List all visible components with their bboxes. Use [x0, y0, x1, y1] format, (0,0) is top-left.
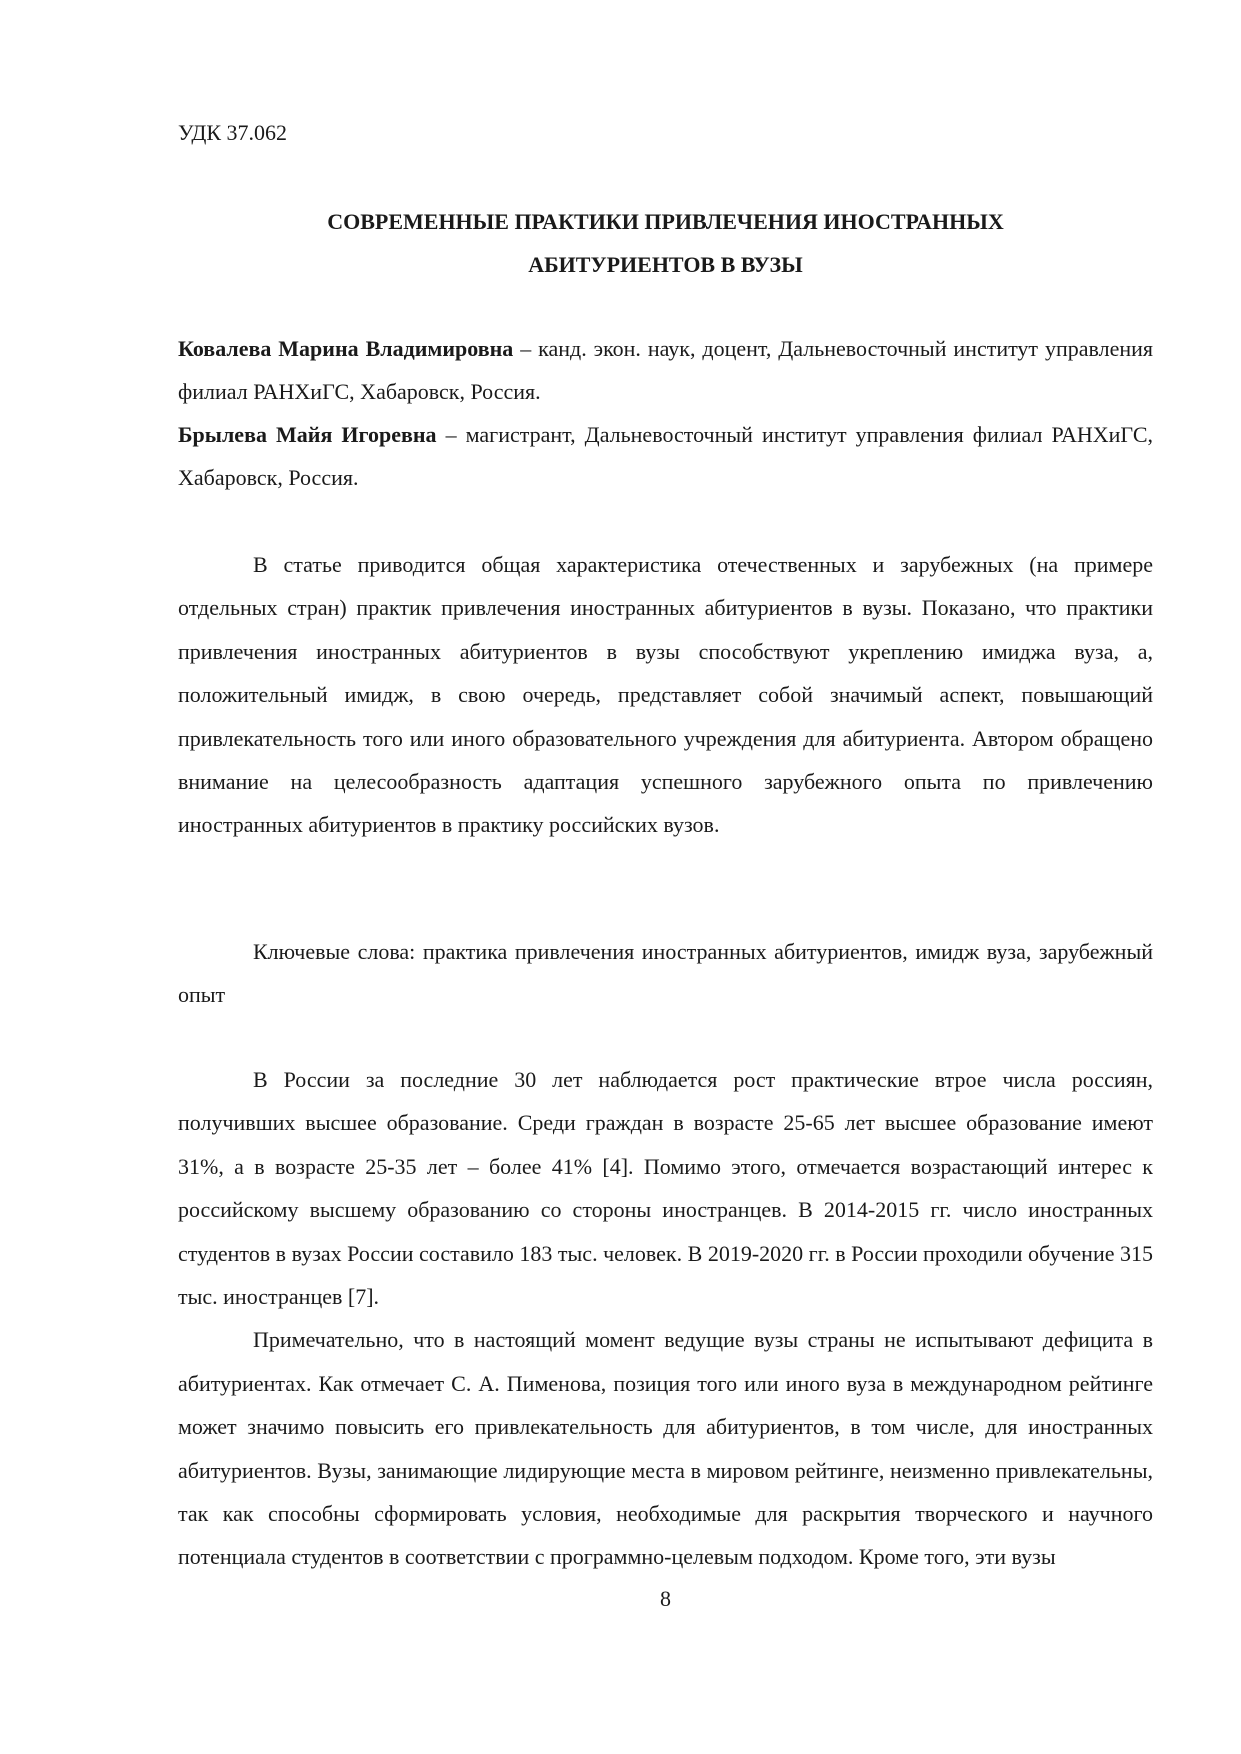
- body-text: [178, 1058, 1153, 1579]
- body-paragraph: Примечательно, что в настоящий момент ведущие вузы страны не испытывают дефицита в абитуриентах. Как отмечает С. А. Пименова, позиция того или иного вуза в международном рейтинге может значимо повысить его привлекательность для абитуриентов, в том числе, для иностранных абитуриентов. Вузы, занимающие лидирующие места в мировом рейтинге, неизменно привлекательны, так как способны сформировать условия, необходимые для раскрытия творческого и научного потенциала студентов в соответствии с программно-целевым подходом. Кроме того, эти вузы: [178, 1327, 1153, 1570]
- author-affiliation: – канд. экон. наук, доцент, Дальневосточный институт управления филиал РАНХиГС, Хабаровск, Россия.: [178, 336, 1154, 404]
- author-entry: [178, 413, 1153, 499]
- author-name: Ковалева Марина Владимировна: [178, 336, 514, 361]
- body-paragraph: В России за последние 30 лет наблюдается рост практические втрое числа россиян, получивших высшее образование. Среди граждан в возрасте 25-65 лет высшее образование имеют 31%, а в возрасте 25-35 лет – более 41% [4]. Помимо этого, отмечается возрастающий интерес к российскому высшему образованию со стороны иностранцев. В 2014-2015 гг. число иностранных студентов в вузах России составило 183 тыс. человек. В 2019-2020 гг. в России проходили обучение 315 тыс. иностранцев [7].: [178, 1067, 1153, 1310]
- author-name: Брылева Майя Игоревна: [178, 422, 437, 447]
- keywords: [178, 930, 1153, 1017]
- keywords-paragraph: Ключевые слова: практика привлечения иностранных абитуриентов, имидж вуза, зарубежный опыт: [178, 939, 1153, 1008]
- page-number: 8: [660, 1586, 671, 1611]
- article-title: [178, 200, 1153, 286]
- author-entry: [178, 327, 1153, 413]
- abstract: [178, 543, 1153, 847]
- article-title-line-2: АБИТУРИЕНТОВ В ВУЗЫ: [528, 252, 803, 277]
- article-title-line-1: СОВРЕМЕННЫЕ ПРАКТИКИ ПРИВЛЕЧЕНИЯ ИНОСТРАННЫХ: [327, 209, 1004, 234]
- abstract-paragraph: В статье приводится общая характеристика отечественных и зарубежных (на примере отдельных стран) практик привлечения иностранных абитуриентов в вузы. Показано, что практики привлечения иностранных абитуриентов в вузы способствуют укреплению имиджа вуза, а, положительный имидж, в свою очередь, представляет собой значимый аспект, повышающий привлекательность того или иного образовательного учреждения для абитуриента. Автором обращено внимание на целесообразность адаптация успешного зарубежного опыта по привлечению иностранных абитуриентов в практику российских вузов.: [178, 552, 1153, 838]
- author-affiliation: – магистрант, Дальневосточный институт управления филиал РАНХиГС, Хабаровск, Россия.: [178, 422, 1153, 490]
- udk-code: УДК 37.062: [178, 120, 288, 145]
- author-list: [178, 327, 1153, 499]
